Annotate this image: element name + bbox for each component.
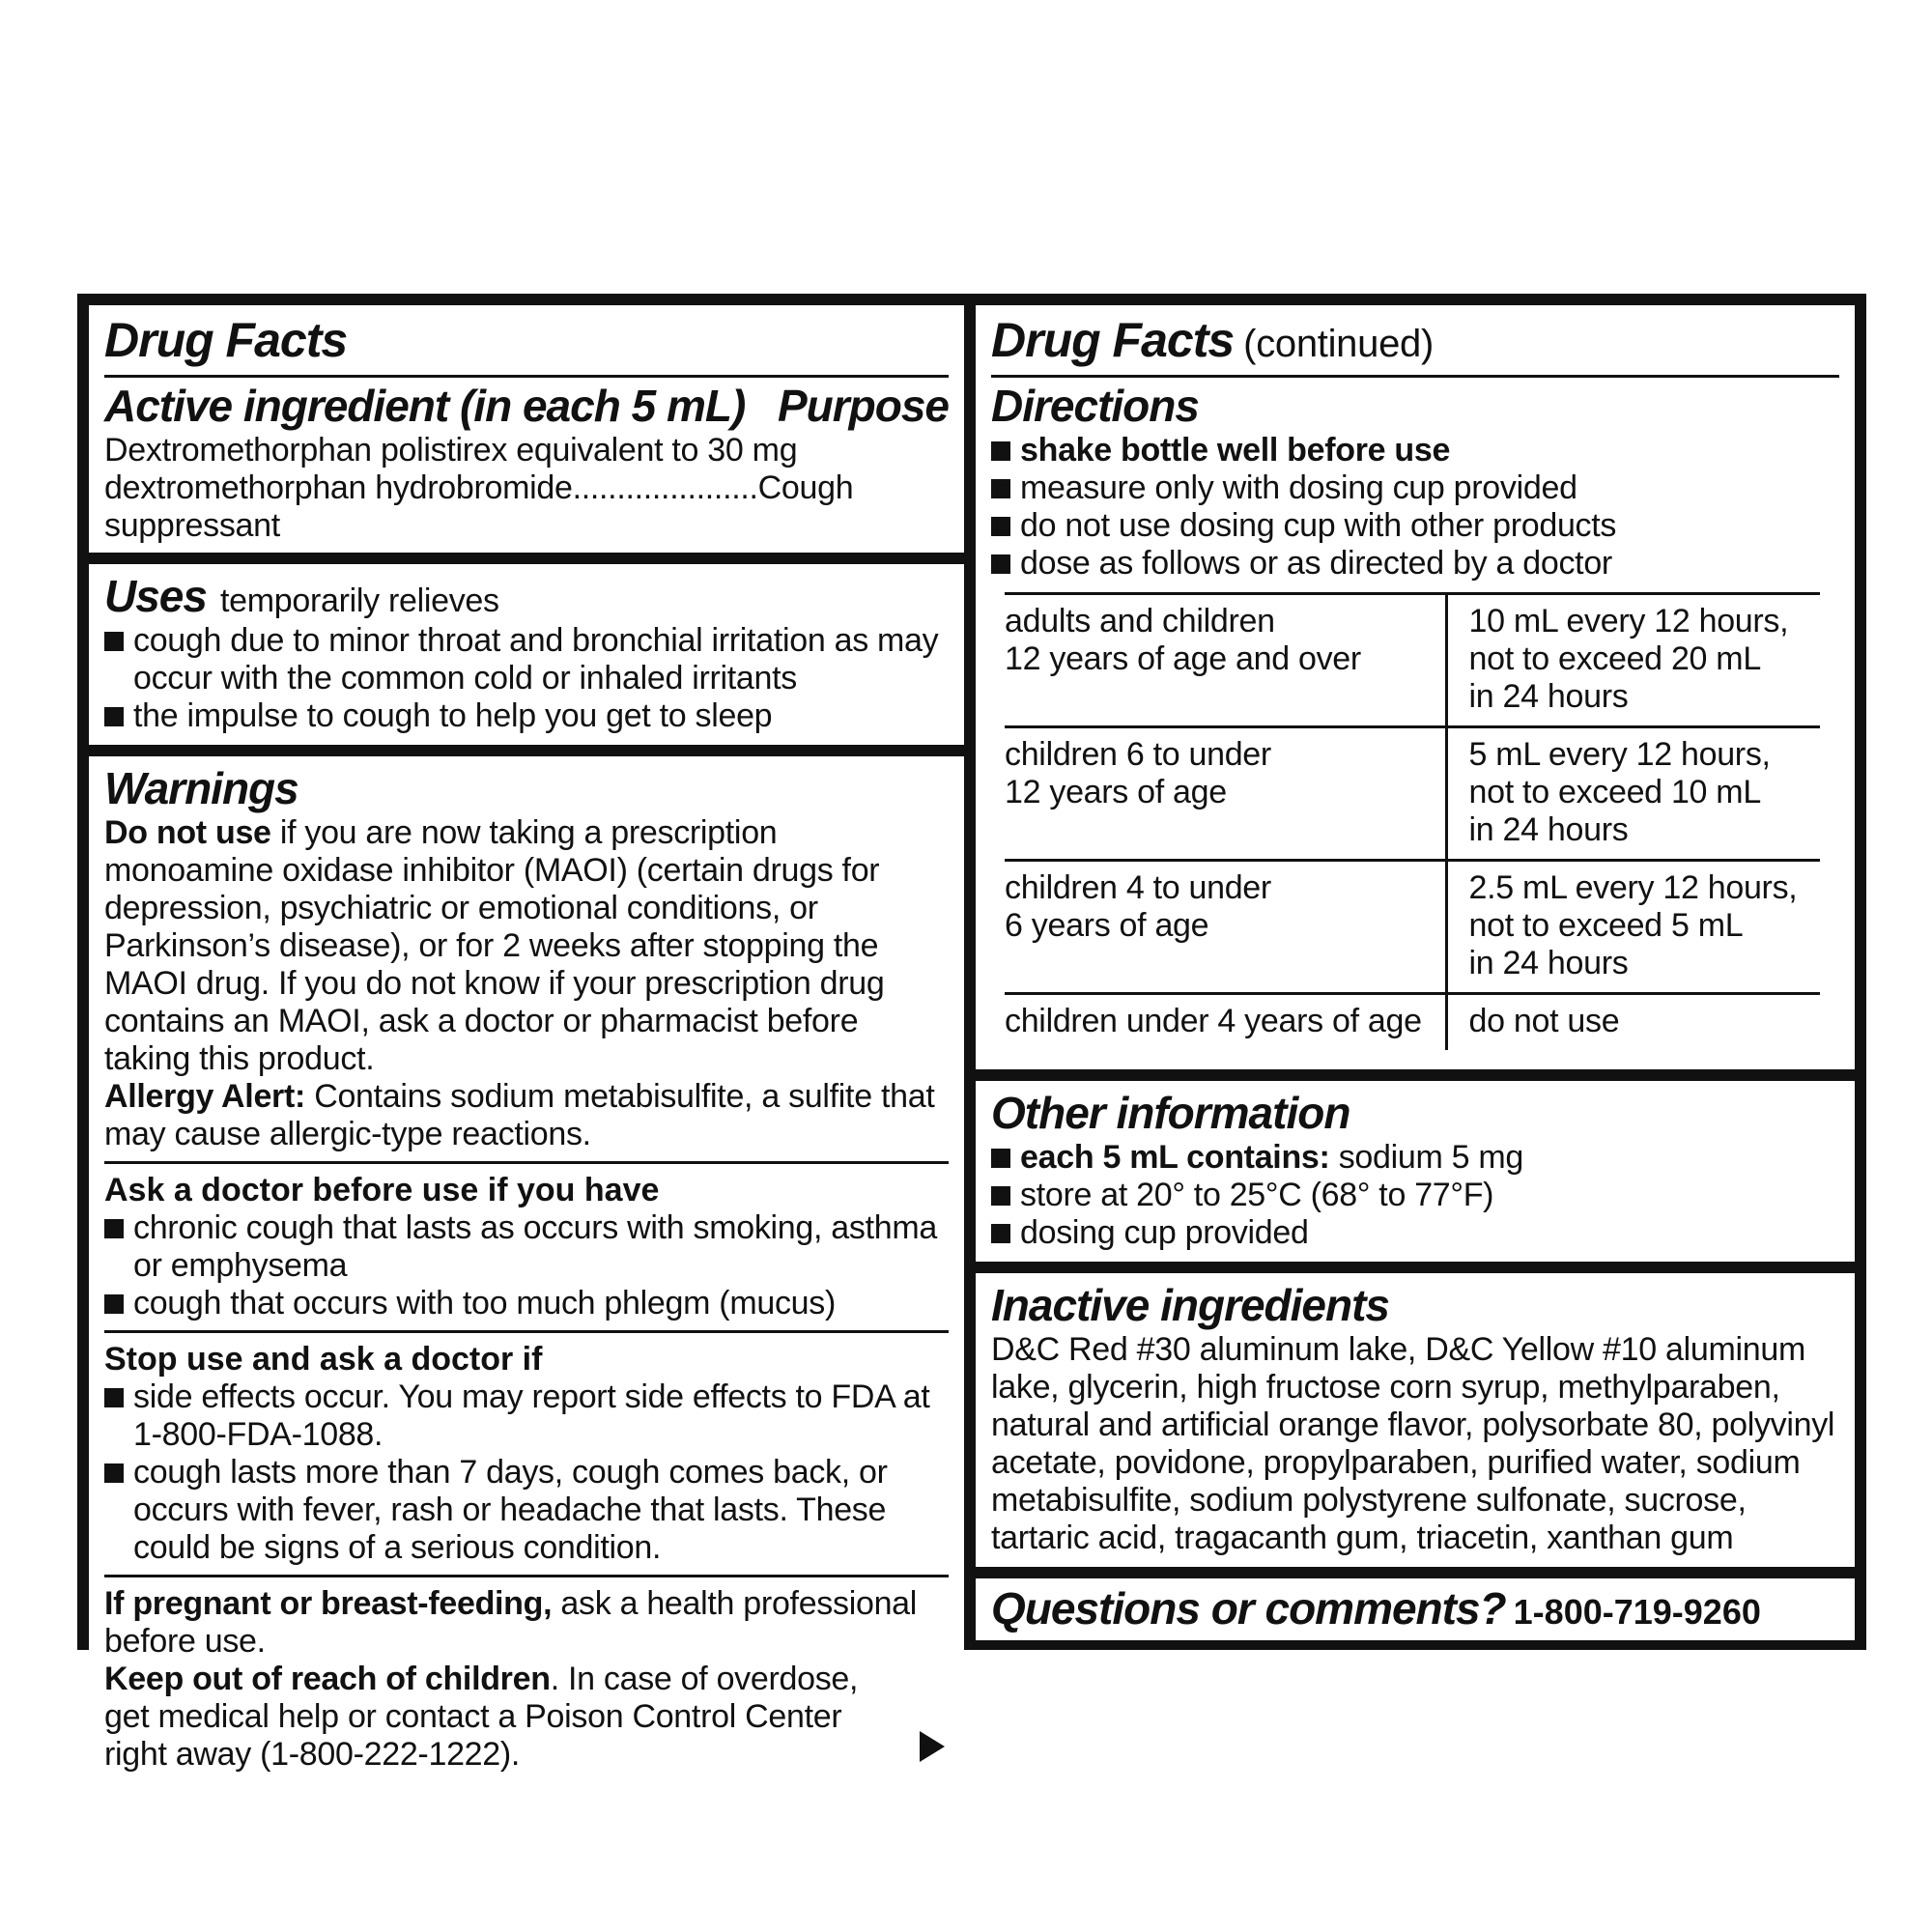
sodium-label: each 5 mL contains: [1020,1139,1330,1176]
right-arrow-icon [920,1731,945,1762]
list-item: store at 20° to 25°C (68° to 77°F) [991,1177,1839,1214]
list-item: dosing cup provided [991,1214,1839,1252]
age-cell: children under 4 years of age [1005,994,1446,1051]
page-title-continued: Drug Facts [991,313,1235,367]
warnings-section [89,756,964,1783]
list-item: cough due to minor throat and bronchial irritation as may occur with the common cold or inhaled irritants [104,622,949,697]
active-ingredient-section [89,305,964,553]
right-column [976,305,1855,1638]
do-not-use-paragraph [104,814,949,1078]
directions-section [976,305,1855,1069]
sodium-value: sodium 5 mg [1329,1139,1524,1176]
ask-doctor-heading: Ask a doctor before use if you have [104,1172,660,1208]
pregnant-text: ask a health professional before use. [104,1585,918,1660]
allergy-alert-paragraph [104,1078,949,1153]
allergy-alert-label: Allergy Alert: [104,1078,306,1115]
left-column [89,305,964,1773]
uses-heading: Uses [104,571,207,621]
list-item: the impulse to cough to help you get to sleep [104,697,949,735]
dose-cell: 10 mL every 12 hours, not to exceed 20 mL in 24 hours [1446,594,1820,727]
divider [104,1161,949,1164]
dosage-table [1005,592,1820,1050]
uses-section [89,564,964,745]
square-bullet-icon [104,1219,124,1238]
purpose-heading: Purpose [777,381,949,431]
list-item: do not use dosing cup with other products [991,507,1839,545]
continued-label: (continued) [1243,323,1434,365]
keep-out-paragraph [104,1661,949,1774]
allergy-alert-text: Contains sodium metabisulfite, a sulfite that may cause allergic-type reactions. [104,1078,935,1152]
list-item: cough that occurs with too much phlegm (mucus) [104,1285,949,1322]
square-bullet-icon [991,1224,1010,1243]
do-not-use-label: Do not use [104,814,271,851]
active-ingredient-purpose-line: dextromethorphan hydrobromide.....................Cough suppressant [104,469,854,544]
square-bullet-icon [104,632,124,651]
stop-use-heading: Stop use and ask a doctor if [104,1341,543,1378]
keep-out-text: . In case of overdose, get medical help or contact a Poison Control Center right away (1-800-222-1222). [104,1661,859,1773]
age-cell: adults and children 12 years of age and over [1005,594,1446,727]
uses-intro: temporarily relieves [219,582,499,619]
other-information-heading: Other information [991,1088,1350,1138]
active-ingredient-heading: Active ingredient (in each 5 mL) [104,381,746,431]
warnings-heading: Warnings [104,763,298,813]
directions-heading: Directions [991,381,1199,431]
do-not-use-text: if you are now taking a prescription monoamine oxidase inhibitor (MAOI) (certain drugs for depression, psychiatric or emotional conditions, or Parkinson’s disease), or for 2 weeks after stopping the MAOI drug. If you do not know if your prescription drug contains an MAOI, ask a doctor or pharmacist before taking this product. [104,814,885,1077]
list-item: cough lasts more than 7 days, cough comes back, or occurs with fever, rash or headache that lasts. These could be signs of a serious condition. [104,1454,949,1567]
list-item: side effects occur. You may report side effects to FDA at 1-800-FDA-1088. [104,1378,949,1454]
list-item: measure only with dosing cup provided [991,469,1839,507]
table-row [1005,994,1820,1051]
divider [104,1330,949,1333]
pregnant-paragraph [104,1585,949,1661]
square-bullet-icon [991,554,1010,574]
questions-heading: Questions or comments? [991,1583,1506,1634]
list-item: shake bottle well before use [991,432,1839,469]
page-title: Drug Facts [104,313,348,367]
inactive-ingredients-section [976,1273,1855,1567]
table-row [1005,861,1820,994]
list-item: chronic cough that lasts as occurs with smoking, asthma or emphysema [104,1209,949,1285]
drug-facts-panel [77,294,1866,1773]
square-bullet-icon [104,707,124,726]
pregnant-label: If pregnant or breast-feeding, [104,1585,553,1622]
square-bullet-icon [104,1294,124,1314]
dose-cell: 2.5 mL every 12 hours, not to exceed 5 mL in 24 hours [1446,861,1820,994]
active-ingredient-line: Dextromethorphan polistirex equivalent to 30 mg [104,432,798,469]
square-bullet-icon [104,1463,124,1483]
divider [104,375,949,378]
divider [991,375,1839,378]
square-bullet-icon [104,1388,124,1407]
list-item [991,1139,1839,1177]
inactive-ingredients-heading: Inactive ingredients [991,1280,1390,1330]
square-bullet-icon [991,1186,1010,1206]
dose-cell: 5 mL every 12 hours, not to exceed 10 mL in 24 hours [1446,727,1820,861]
questions-section [976,1578,1855,1640]
square-bullet-icon [991,1149,1010,1168]
inactive-ingredients-text: D&C Red #30 aluminum lake, D&C Yellow #10 aluminum lake, glycerin, high fructose corn syrup, methylparaben, natural and artificial orange flavor, polysorbate 80, polyvinyl acetate, povidone, propylparaben, purified water, sodium metabisulfite, sodium polystyrene sulfonate, sucrose, tartaric acid, tragacanth gum, triacetin, xanthan gum [991,1331,1835,1556]
other-information-section [976,1081,1855,1262]
questions-phone: 1-800-719-9260 [1513,1592,1761,1632]
keep-out-label: Keep out of reach of children [104,1661,551,1697]
square-bullet-icon [991,441,1010,461]
square-bullet-icon [991,479,1010,498]
table-row [1005,594,1820,727]
table-row [1005,727,1820,861]
age-cell: children 4 to under 6 years of age [1005,861,1446,994]
square-bullet-icon [991,517,1010,536]
dose-cell: do not use [1446,994,1820,1051]
age-cell: children 6 to under 12 years of age [1005,727,1446,861]
divider [104,1575,949,1577]
list-item: dose as follows or as directed by a doctor [991,545,1839,582]
